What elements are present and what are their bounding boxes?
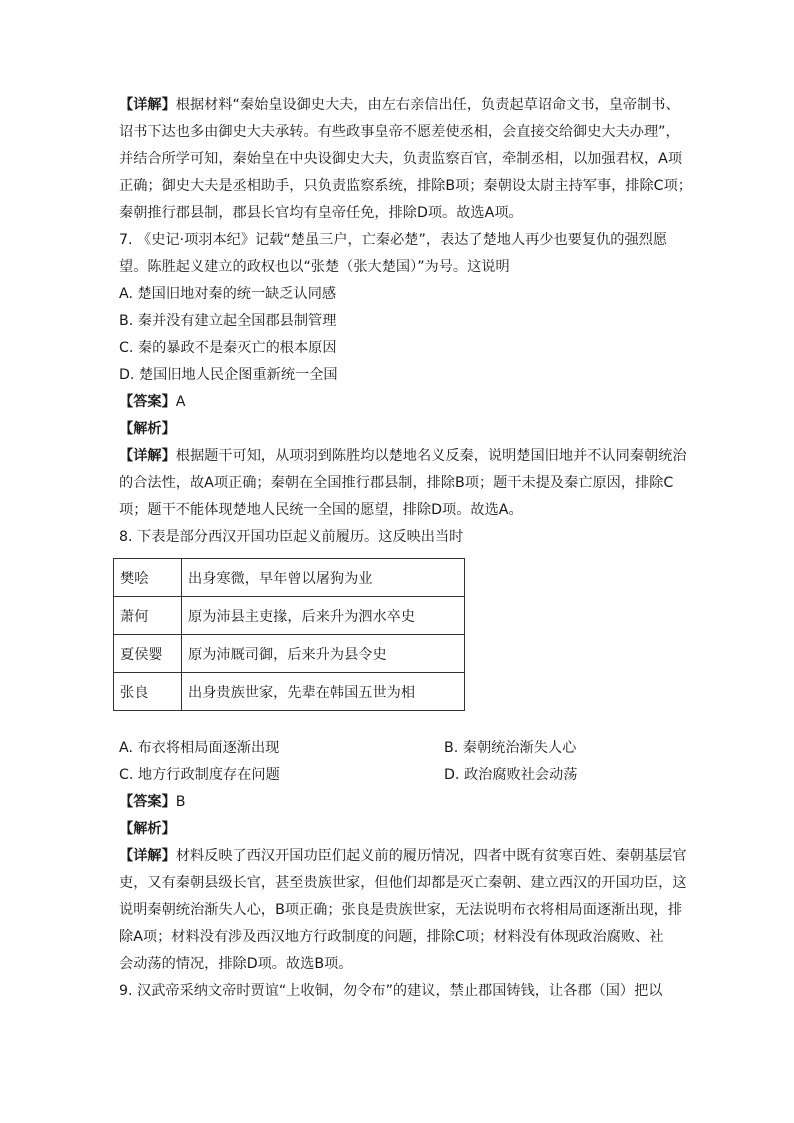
table-row — [114, 559, 465, 597]
q7-stem-line-2: 望。陈胜起义建立的政权也以“张楚（张大楚国）”为号。这说明 — [119, 259, 510, 275]
table-cell-bio: 原为沛厩司御，后来升为县令史 — [182, 635, 465, 673]
q7-detail-line-3: 项；题干不能体现楚地人民统一全国的愿望，排除D项。故选A。 — [119, 502, 523, 518]
q7-detail-line-2: 的合法性，故A项正确；秦朝在全国推行郡县制，排除B项；题干未提及秦亡原因，排除C — [119, 475, 674, 491]
q7-option-c: C. 秦的暴政不是秦灭亡的根本原因 — [119, 340, 337, 356]
q8-table — [113, 558, 465, 711]
table-row — [114, 673, 465, 711]
q8-answer: 【答案】B — [119, 794, 186, 810]
q8-stem: 8. 下表是部分西汉开国功臣起义前履历。这反映出当时 — [119, 529, 464, 545]
q8-detail-line-3: 说明秦朝统治渐失人心，B项正确；张良是贵族世家，无法说明布衣将相局面逐渐出现，排 — [119, 902, 683, 918]
table-row — [114, 597, 465, 635]
q8-detail-line-2: 吏，又有秦朝县级长官，甚至贵族世家，但他们却都是灭亡秦朝、建立西汉的开国功臣，这 — [119, 875, 687, 891]
q8-option-a: A. 布衣将相局面逐渐出现 — [119, 740, 280, 756]
table-cell-bio: 原为沛县主吏掾，后来升为泗水卒史 — [182, 597, 465, 635]
q8-analysis-label: 【解析】 — [119, 821, 176, 837]
q7-stem-line-1: 7. 《史记·项羽本纪》记载“楚虽三户，亡秦必楚”，表达了楚地人再少也要复仇的强烈愿 — [119, 232, 668, 248]
q8-option-d: D. 政治腐败社会动荡 — [444, 767, 578, 783]
q8-detail-line-5: 会动荡的情况，排除D项。故选B项。 — [119, 956, 353, 972]
q8-detail-line-4: 除A项；材料没有涉及西汉地方行政制度的问题，排除C项；材料没有体现政治腐败、社 — [119, 929, 664, 945]
q6-detail-line-1: 【详解】根据材料“秦始皇设御史大夫，由左右亲信出任，负责起草诏命文书，皇帝制书、 — [119, 97, 680, 113]
q8-option-b: B. 秦朝统治渐失人心 — [444, 740, 577, 756]
detail-label: 【详解】 — [119, 97, 176, 113]
q7-option-a: A. 楚国旧地对秦的统一缺乏认同感 — [119, 286, 337, 302]
q6-detail-line-2: 诏书下达也多由御史大夫承转。有些政事皇帝不愿差使丞相，会直接交给御史大夫办理”， — [119, 124, 680, 140]
table-row — [114, 635, 465, 673]
table-cell-name: 夏侯婴 — [114, 635, 182, 673]
q7-option-d: D. 楚国旧地人民企图重新统一全国 — [119, 367, 338, 383]
q8-option-c: C. 地方行政制度存在问题 — [119, 767, 280, 783]
q8-detail-line-1: 【详解】材料反映了西汉开国功臣们起义前的履历情况，四者中既有贫寒百姓、秦朝基层官 — [119, 848, 687, 864]
table-cell-bio: 出身寒微，早年曾以屠狗为业 — [182, 559, 465, 597]
q9-stem: 9. 汉武帝采纳文帝时贾谊“上收铜，勿令布”的建议，禁止郡国铸钱，让各郡（国）把以 — [119, 983, 663, 999]
q6-detail-line-3: 并结合所学可知，秦始皇在中央设御史大夫，负责监察百官，牵制丞相，以加强君权，A项 — [119, 151, 683, 167]
q6-detail-line-5: 秦朝推行郡县制，郡县长官均有皇帝任免，排除D项。故选A项。 — [119, 205, 523, 221]
q7-answer: 【答案】A — [119, 394, 186, 410]
table-cell-bio: 出身贵族世家，先辈在韩国五世为相 — [182, 673, 465, 711]
q7-analysis-label: 【解析】 — [119, 421, 176, 437]
q6-detail-line-4: 正确；御史大夫是丞相助手，只负责监察系统，排除B项；秦朝设太尉主持军事，排除C项； — [119, 178, 692, 194]
q7-option-b: B. 秦并没有建立起全国郡县制管理 — [119, 313, 337, 329]
table-cell-name: 樊哙 — [114, 559, 182, 597]
table-cell-name: 萧何 — [114, 597, 182, 635]
q7-detail-line-1: 【详解】根据题干可知，从项羽到陈胜均以楚地名义反秦，说明楚国旧地并不认同秦朝统治 — [119, 448, 687, 464]
table-cell-name: 张良 — [114, 673, 182, 711]
